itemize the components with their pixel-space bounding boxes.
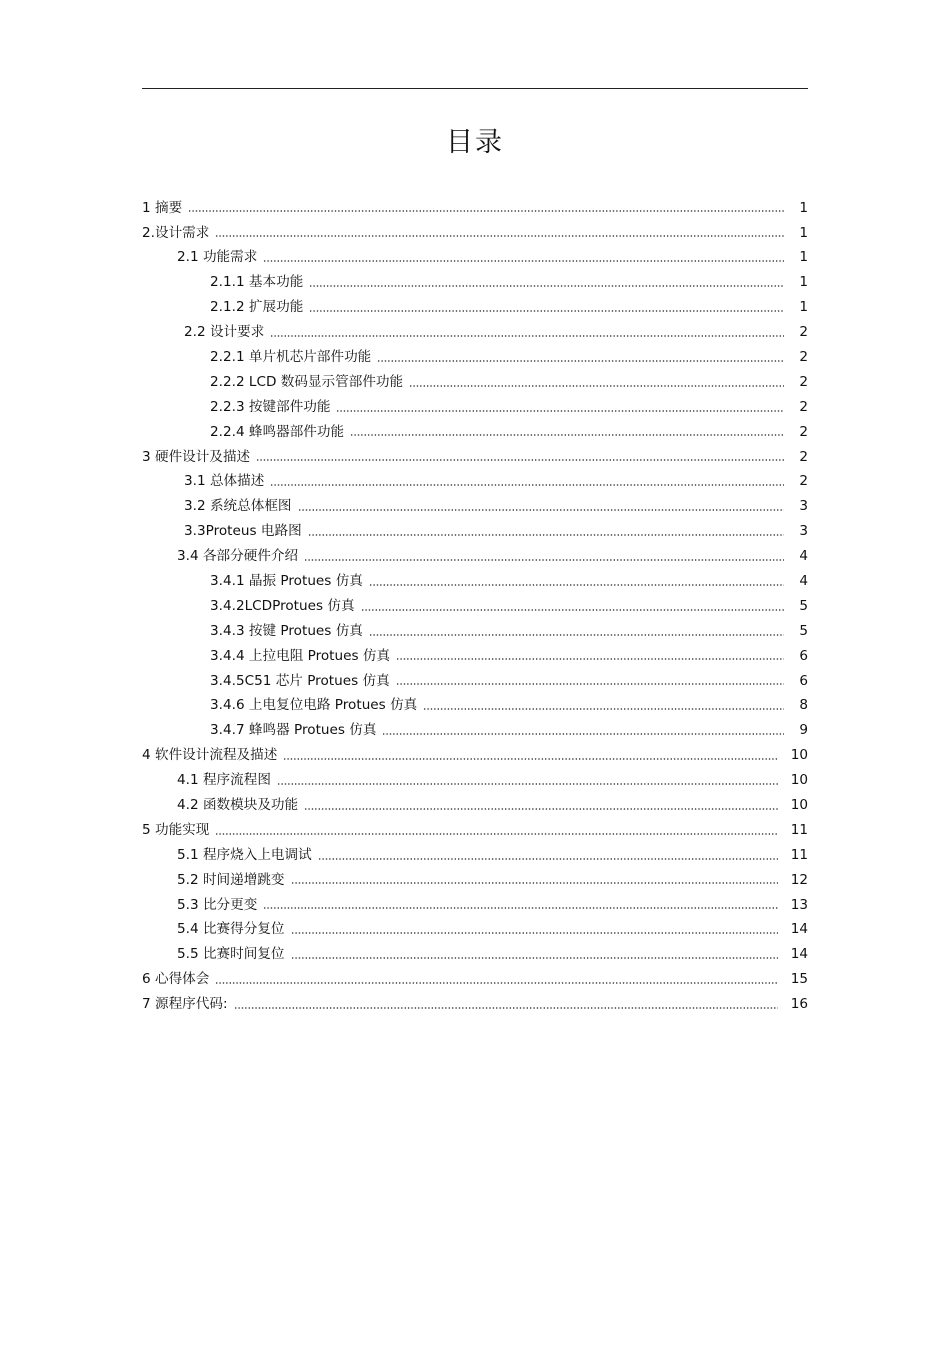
toc-entry-label: 3.1 总体描述	[184, 473, 265, 490]
toc-entry[interactable]	[142, 196, 808, 221]
toc-dot-leader	[309, 310, 784, 312]
toc-entry[interactable]	[142, 744, 808, 769]
toc-dot-leader	[318, 858, 778, 860]
toc-entry[interactable]	[142, 445, 808, 470]
toc-entry-page-number: 2	[799, 473, 808, 490]
toc-entry-page-number: 1	[799, 199, 808, 216]
toc-entry[interactable]	[142, 669, 808, 694]
toc-dot-leader	[369, 634, 784, 636]
toc-entry[interactable]	[142, 246, 808, 271]
header-rule	[142, 88, 808, 89]
toc-dot-leader	[283, 758, 778, 760]
toc-entry-label: 3.4.3 按键 Protues 仿真	[210, 622, 363, 639]
toc-dot-leader	[188, 210, 784, 212]
toc-entry-label: 3.4.2LCDProtues 仿真	[210, 597, 355, 614]
toc-entry-page-number: 5	[799, 622, 808, 639]
toc-dot-leader	[263, 260, 784, 262]
toc-entry[interactable]	[142, 370, 808, 395]
toc-dot-leader	[277, 783, 778, 785]
table-of-contents	[142, 196, 808, 1017]
toc-entry-page-number: 11	[790, 821, 808, 838]
toc-entry-label: 5.5 比赛时间复位	[177, 946, 285, 963]
toc-dot-leader	[396, 658, 784, 660]
toc-dot-leader	[336, 410, 784, 412]
toc-entry-label: 2.2.4 蜂鸣器部件功能	[210, 423, 345, 440]
toc-entry-label: 4 软件设计流程及描述	[142, 747, 278, 764]
toc-entry-label: 2.1.1 基本功能	[210, 274, 304, 291]
toc-dot-leader	[382, 733, 784, 735]
toc-dot-leader	[215, 833, 778, 835]
toc-entry-label: 5.3 比分更变	[177, 896, 258, 913]
toc-entry-page-number: 2	[799, 373, 808, 390]
toc-entry-page-number: 3	[799, 498, 808, 515]
toc-entry-page-number: 2	[799, 398, 808, 415]
toc-entry-label: 3.4.1 晶振 Protues 仿真	[210, 573, 363, 589]
toc-dot-leader	[270, 335, 784, 337]
toc-entry[interactable]	[142, 644, 808, 669]
toc-entry[interactable]	[142, 893, 808, 918]
toc-entry[interactable]	[142, 768, 808, 793]
page-title: 目录	[446, 127, 504, 158]
toc-entry[interactable]	[142, 594, 808, 619]
toc-entry[interactable]	[142, 320, 808, 345]
toc-entry-label: 2.1 功能需求	[177, 249, 258, 266]
toc-entry[interactable]	[142, 843, 808, 868]
toc-dot-leader	[396, 683, 784, 685]
toc-entry-page-number: 13	[790, 896, 808, 913]
toc-entry[interactable]	[142, 271, 808, 296]
toc-entry[interactable]	[142, 345, 808, 370]
toc-entry-label: 4.1 程序流程图	[177, 772, 271, 789]
toc-entry-page-number: 15	[790, 971, 808, 988]
toc-entry-label: 2.2.2 LCD 数码显示管部件功能	[210, 373, 404, 390]
toc-entry-page-number: 12	[790, 871, 808, 888]
toc-entry-page-number: 1	[799, 299, 808, 316]
toc-dot-leader	[377, 360, 784, 362]
toc-entry[interactable]	[142, 420, 808, 445]
toc-entry[interactable]	[142, 495, 808, 520]
toc-dot-leader	[263, 907, 778, 909]
toc-entry-page-number: 9	[799, 722, 808, 739]
toc-dot-leader	[304, 559, 784, 561]
toc-dot-leader	[291, 957, 778, 959]
toc-entry[interactable]	[142, 968, 808, 993]
toc-dot-leader	[361, 609, 784, 611]
toc-entry-label: 2.设计需求	[142, 224, 210, 241]
toc-entry[interactable]	[142, 395, 808, 420]
toc-entry-page-number: 16	[790, 996, 808, 1013]
toc-entry-label: 3.4.5C51 芯片 Protues 仿真	[210, 672, 390, 689]
toc-entry-label: 1 摘要	[142, 199, 183, 216]
toc-entry-page-number: 5	[799, 597, 808, 614]
toc-entry[interactable]	[142, 544, 808, 569]
toc-entry-page-number: 3	[799, 523, 808, 540]
toc-entry-label: 3.4.6 上电复位电路 Protues 仿真	[210, 697, 418, 714]
toc-entry[interactable]	[142, 719, 808, 744]
toc-entry-label: 4.2 函数模块及功能	[177, 797, 299, 814]
toc-entry-page-number: 2	[799, 348, 808, 365]
toc-entry[interactable]	[142, 694, 808, 719]
toc-dot-leader	[308, 534, 784, 536]
toc-entry[interactable]	[142, 918, 808, 943]
toc-entry[interactable]	[142, 569, 808, 594]
toc-dot-leader	[256, 459, 784, 461]
toc-dot-leader	[291, 932, 778, 934]
toc-entry-page-number: 14	[790, 921, 808, 938]
toc-entry-page-number: 10	[790, 772, 808, 789]
toc-entry-page-number: 1	[799, 274, 808, 291]
toc-entry-page-number: 2	[799, 423, 808, 440]
toc-dot-leader	[304, 808, 778, 810]
toc-dot-leader	[409, 385, 784, 387]
toc-entry[interactable]	[142, 868, 808, 893]
toc-dot-leader	[309, 285, 784, 287]
toc-entry[interactable]	[142, 520, 808, 545]
toc-entry-page-number: 2	[799, 324, 808, 341]
toc-dot-leader	[350, 434, 784, 436]
toc-entry[interactable]	[142, 470, 808, 495]
toc-entry-label: 3.4 各部分硬件介绍	[177, 548, 299, 565]
toc-entry-page-number: 10	[790, 747, 808, 764]
toc-entry-label: 2.2.3 按键部件功能	[210, 398, 331, 415]
toc-entry-page-number: 6	[799, 672, 808, 689]
toc-dot-leader	[423, 708, 784, 710]
toc-entry-page-number: 4	[799, 573, 808, 589]
toc-entry[interactable]	[142, 793, 808, 818]
toc-entry[interactable]	[142, 619, 808, 644]
toc-entry-label: 2.2.1 单片机芯片部件功能	[210, 348, 372, 365]
toc-entry-label: 3.3Proteus 电路图	[184, 523, 302, 540]
toc-entry[interactable]	[142, 818, 808, 843]
toc-entry-label: 3.4.7 蜂鸣器 Protues 仿真	[210, 722, 377, 739]
toc-dot-leader	[369, 584, 784, 586]
toc-dot-leader	[234, 1007, 778, 1009]
toc-entry-label: 5.1 程序烧入上电调试	[177, 846, 312, 863]
toc-entry-page-number: 11	[790, 846, 808, 863]
toc-entry-page-number: 8	[799, 697, 808, 714]
toc-entry[interactable]	[142, 993, 808, 1018]
toc-dot-leader	[215, 982, 778, 984]
toc-entry-label: 5 功能实现	[142, 821, 210, 838]
toc-entry-page-number: 4	[799, 548, 808, 565]
toc-entry-page-number: 10	[790, 797, 808, 814]
toc-dot-leader	[291, 882, 778, 884]
toc-entry-label: 3.4.4 上拉电阻 Protues 仿真	[210, 647, 391, 664]
toc-dot-leader	[215, 235, 784, 237]
toc-entry-page-number: 1	[799, 224, 808, 241]
toc-entry[interactable]	[142, 296, 808, 321]
toc-entry-page-number: 14	[790, 946, 808, 963]
toc-entry[interactable]	[142, 943, 808, 968]
toc-entry-label: 2.2 设计要求	[184, 324, 265, 341]
toc-entry-page-number: 6	[799, 647, 808, 664]
toc-entry-label: 2.1.2 扩展功能	[210, 299, 304, 316]
toc-entry-label: 3 硬件设计及描述	[142, 448, 251, 465]
toc-entry-label: 3.2 系统总体框图	[184, 498, 292, 515]
toc-entry-label: 6 心得体会	[142, 971, 210, 988]
toc-entry-label: 7 源程序代码:	[142, 996, 228, 1013]
toc-entry-page-number: 1	[799, 249, 808, 266]
toc-entry-label: 5.2 时间递增跳变	[177, 871, 285, 888]
toc-entry[interactable]	[142, 221, 808, 246]
toc-dot-leader	[298, 509, 784, 511]
toc-dot-leader	[270, 484, 784, 486]
toc-entry-page-number: 2	[799, 448, 808, 465]
toc-entry-label: 5.4 比赛得分复位	[177, 921, 285, 938]
